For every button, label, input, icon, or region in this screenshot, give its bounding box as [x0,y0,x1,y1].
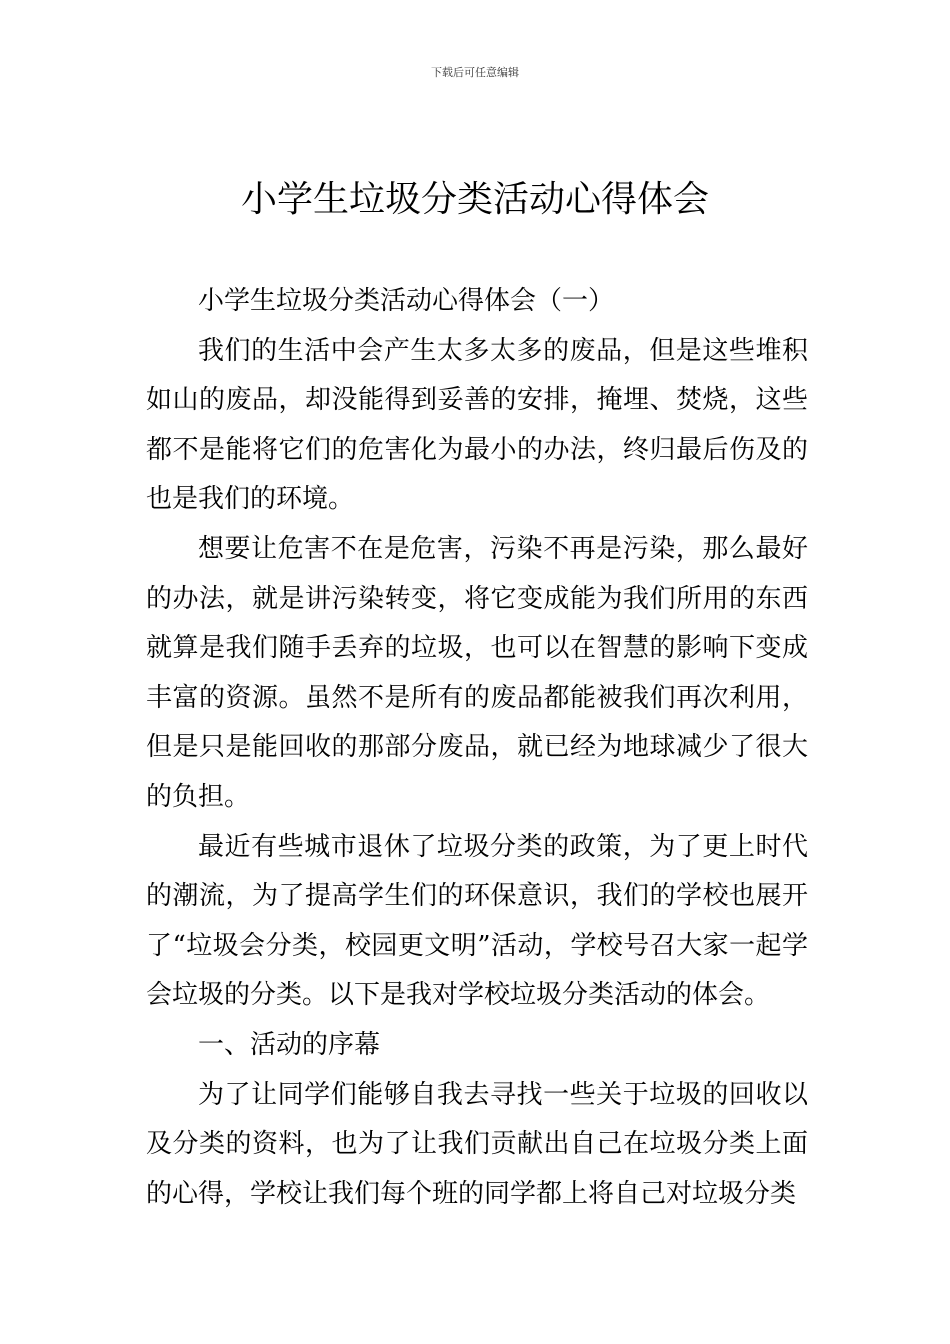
paragraph: 最近有些城市退休了垃圾分类的政策，为了更上时代的潮流，为了提高学生们的环保意识，我们的学校也展开了“垃圾会分类，校园更文明”活动，学校号召大家一起学会垃圾的分类。以下是我对学校垃圾分类活动的体会。 [146,831,808,1011]
header-note: 下载后可任意编辑 [431,66,519,79]
document-title: 小学生垃圾分类活动心得体会 [240,179,709,220]
document-body [146,277,808,1219]
section-heading: 一、活动的序幕 [198,1029,381,1060]
paragraph: 想要让危害不在是危害，污染不再是污染，那么最好的办法，就是讲污染转变，将它变成能为我们所用的东西就算是我们随手丢弃的垃圾，也可以在智慧的影响下变成丰富的资源。虽然不是所有的废品都能被我们再次利用，但是只是能回收的那部分废品，就已经为地球减少了很大的负担。 [146,533,808,812]
paragraph: 我们的生活中会产生太多太多的废品，但是这些堆积如山的废品，却没能得到妥善的安排，掩埋、焚烧，这些都不是能将它们的危害化为最小的办法，终归最后伤及的也是我们的环境。 [146,335,808,515]
paragraph: 为了让同学们能够自我去寻找一些关于垃圾的回收以及分类的资料，也为了让我们贡献出自己在垃圾分类上面的心得，学校让我们每个班的同学都上将自己对垃圾分类 [146,1079,808,1209]
section-subtitle: 小学生垃圾分类活动心得体会（一） [198,286,615,316]
